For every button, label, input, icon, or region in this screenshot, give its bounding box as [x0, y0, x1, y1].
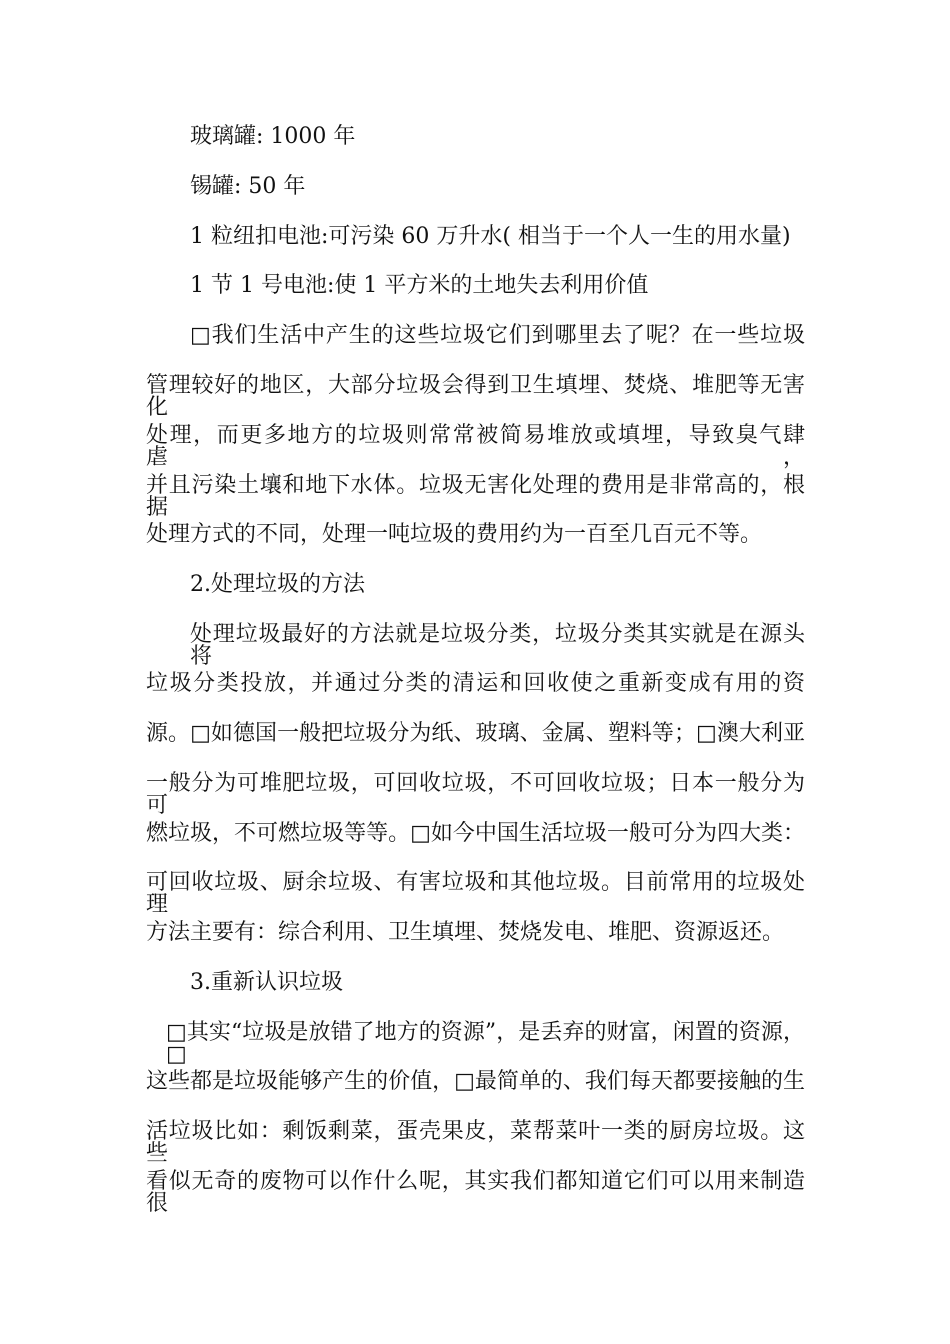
paragraph-line: 可回收垃圾、厨余垃圾、有害垃圾和其他垃圾。目前常用的垃圾处理 [146, 870, 805, 917]
paragraph-line: 垃圾分类投放，并通过分类的清运和回收使之重新变成有用的资 [146, 671, 805, 696]
paragraph-line: 管理较好的地区，大部分垃圾会得到卫生填埋、焚烧、堆肥等无害化 [146, 373, 805, 420]
text-line-button-battery: 1 粒纽扣电池:可污染 60 万升水( 相当于一个人一生的用水量) [190, 224, 791, 249]
section-heading-3: 3.重新认识垃圾 [190, 970, 343, 995]
paragraph-line: □我们生活中产生的这些垃圾它们到哪里去了呢？在一些垃圾 [190, 323, 805, 348]
text-line-tin-can: 锡罐: 50 年 [190, 174, 306, 199]
paragraph-line: 燃垃圾，不可燃垃圾等等。□如今中国生活垃圾一般可分为四大类： [146, 821, 805, 846]
section-heading-2: 2.处理垃圾的方法 [190, 572, 365, 597]
paragraph-line: 源。□如德国一般把垃圾分为纸、玻璃、金属、塑料等；□澳大利亚 [146, 721, 805, 746]
paragraph-line: 这些都是垃圾能够产生的价值，□最简单的、我们每天都要接触的生 [146, 1069, 805, 1094]
text-line-no1-battery: 1 节 1 号电池:使 1 平方米的土地失去利用价值 [190, 273, 649, 298]
paragraph-line: 处理，而更多地方的垃圾则常常被简易堆放或填埋，导致臭气肆虐， [146, 423, 805, 470]
text-line-glass-jar: 玻璃罐: 1000 年 [190, 124, 356, 149]
paragraph-line: □其实“垃圾是放错了地方的资源”，是丢弃的财富，闲置的资源，□ [166, 1020, 805, 1067]
paragraph-line: 处理垃圾最好的方法就是垃圾分类，垃圾分类其实就是在源头将 [190, 622, 805, 669]
paragraph-line: 一般分为可堆肥垃圾，可回收垃圾，不可回收垃圾；日本一般分为可 [146, 771, 805, 818]
paragraph-line: 处理方式的不同，处理一吨垃圾的费用约为一百至几百元不等。 [146, 522, 763, 547]
paragraph-line: 看似无奇的废物可以作什么呢，其实我们都知道它们可以用来制造很 [146, 1169, 805, 1216]
paragraph-line: 并且污染土壤和地下水体。垃圾无害化处理的费用是非常高的，根据 [146, 473, 805, 520]
paragraph-line: 活垃圾比如：剩饭剩菜，蛋壳果皮，菜帮菜叶一类的厨房垃圾。这些 [146, 1119, 805, 1166]
paragraph-line: 方法主要有：综合利用、卫生填埋、焚烧发电、堆肥、资源返还。 [146, 920, 785, 945]
